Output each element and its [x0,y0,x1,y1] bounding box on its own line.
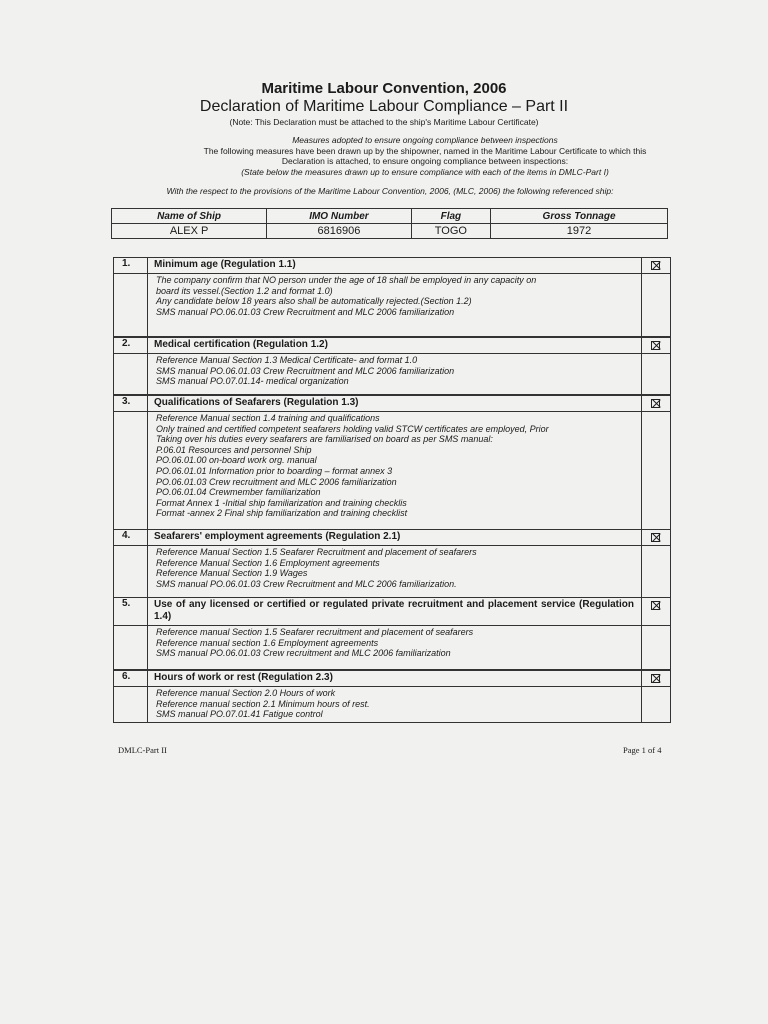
content-line: Format -annex 2 Final ship familiarization and training checklist [156,508,408,519]
footer-document-id: DMLC-Part II [118,745,167,755]
section-6-header [114,671,670,687]
content-line: SMS manual PO.07.01.41 Fatigue control [156,709,323,720]
content-line: Only trained and certified competent seafarers holding valid STCW certificates are employed, Prior [156,423,549,434]
content-line: Reference manual section 2.1 Minimum hours of rest. [156,698,370,709]
intro-line-1: Measures adopted to ensure ongoing compliance between inspections [292,135,558,145]
content-line: Taking over his duties every seafarers are familiarised on board as per SMS manual: [156,434,493,445]
document-note: (Note: This Declaration must be attached to the ship's Maritime Labour Certificate) [229,117,539,127]
ship-name-value: ALEX P [112,224,267,239]
section-number: 4. [114,530,148,545]
section-title: Use of any licensed or certified or regulated private recruitment and placement service (Regulation 1.4) [154,599,634,622]
intro-line-4: (State below the measures drawn up to ensure compliance with each of the items in DMLC-Part I) [241,166,609,177]
content-line: Reference Manual Section 1.6 Employment agreements [156,557,380,568]
section-5-content [114,626,670,669]
content-line: Reference manual Section 1.5 Seafarer recruitment and placement of seafarers [156,627,474,637]
content-line: Reference Manual Section 1.9 Wages [156,568,308,579]
content-line: PO.06.01.04 Crewmember familiarization [156,487,321,498]
imo-number-value: 6816906 [267,224,412,239]
section-title: Medical certification (Regulation 1.2) [154,339,328,350]
section-5-header [114,598,670,626]
content-line: Reference manual section 1.6 Employment agreements [156,637,379,648]
content-line: Reference Manual Section 1.3 Medical Certificate- and format 1.0 [156,355,418,365]
content-line: SMS manual PO.06.01.03 Crew Recruitment and MLC 2006 familiarization [156,306,455,317]
section-1-header [114,258,670,274]
ship-name-header: Name of Ship [112,209,267,224]
section-6 [113,670,671,723]
section-3 [113,395,671,530]
content-line: SMS manual PO.06.01.03 Crew Recruitment and MLC 2006 familiarization. [156,578,457,589]
section-4 [113,529,671,598]
section-6-content [114,687,670,722]
footer-page-number: Page 1 of 4 [623,745,662,755]
ship-details-table [111,208,668,239]
section-4-header [114,530,670,546]
content-line: PO.06.01.01 Information prior to boarding – format annex 3 [156,465,393,476]
flag-header: Flag [411,209,490,224]
gross-tonnage-value: 1972 [491,224,668,239]
intro-line-2: The following measures have been drawn up by the shipowner, named in the Maritime Labour Certificate to which this [203,145,647,156]
section-2-header [114,338,670,354]
section-3-header [114,396,670,412]
section-2 [113,337,671,395]
document-subtitle: Declaration of Maritime Labour Compliance – Part II [199,98,569,115]
content-line: The company confirm that NO person under the age of 18 shall be employed in any capacity on [156,275,537,285]
content-line: board its vessel.(Section 1.2 and format 1.0) [156,285,333,296]
content-line: P.06.01 Resources and personnel Ship [156,444,312,455]
section-title: Qualifications of Seafarers (Regulation 1.3) [154,397,359,408]
document-title: Maritime Labour Convention, 2006 [261,80,507,97]
content-line: Format Annex 1 -Initial ship familiarization and training checklis [156,497,407,508]
content-line: SMS manual PO.07.01.14- medical organization [156,376,349,387]
section-number: 3. [114,396,148,411]
reference-ship-text: With the respect to the provisions of the Maritime Labour Convention, 2006, (MLC, 2006) the following referenced ship: [166,186,614,196]
section-3-content [114,412,670,529]
section-1 [113,257,671,337]
imo-number-header: IMO Number [267,209,412,224]
section-number: 2. [114,338,148,353]
flag-value: TOGO [411,224,490,239]
content-line: PO.06.01.03 Crew recruitment and MLC 2006 familiarization [156,476,397,487]
checked-box-icon[interactable] [651,399,660,408]
section-title: Hours of work or rest (Regulation 2.3) [154,672,333,683]
checked-box-icon[interactable] [651,601,660,610]
content-line: Any candidate below 18 years also shall be automatically rejected.(Section 1.2) [156,296,472,307]
section-4-content [114,546,670,597]
content-line: Reference Manual section 1.4 training and qualifications [156,413,380,423]
section-1-content [114,274,670,336]
checked-box-icon[interactable] [651,261,660,270]
checked-box-icon[interactable] [651,674,660,683]
section-title: Seafarers' employment agreements (Regulation 2.1) [154,531,401,542]
content-line: PO.06.01.00 on-board work org. manual [156,455,317,466]
section-number: 1. [114,258,148,273]
gross-tonnage-header: Gross Tonnage [491,209,668,224]
section-5 [113,597,671,670]
section-2-content [114,354,670,394]
content-line: Reference manual Section 2.0 Hours of work [156,688,336,698]
content-line: SMS manual PO.06.01.03 Crew recruitment and MLC 2006 familiarization [156,648,451,659]
section-number: 5. [114,598,148,625]
checked-box-icon[interactable] [651,533,660,542]
intro-line-3: Declaration is attached, to ensure ongoing compliance between inspections: [281,156,569,166]
checked-box-icon[interactable] [651,341,660,350]
section-title: Minimum age (Regulation 1.1) [154,259,296,270]
intro-block [160,135,690,177]
content-line: Reference Manual Section 1.5 Seafarer Recruitment and placement of seafarers [156,547,477,557]
section-number: 6. [114,671,148,686]
content-line: SMS manual PO.06.01.03 Crew Recruitment and MLC 2006 familiarization [156,365,455,376]
